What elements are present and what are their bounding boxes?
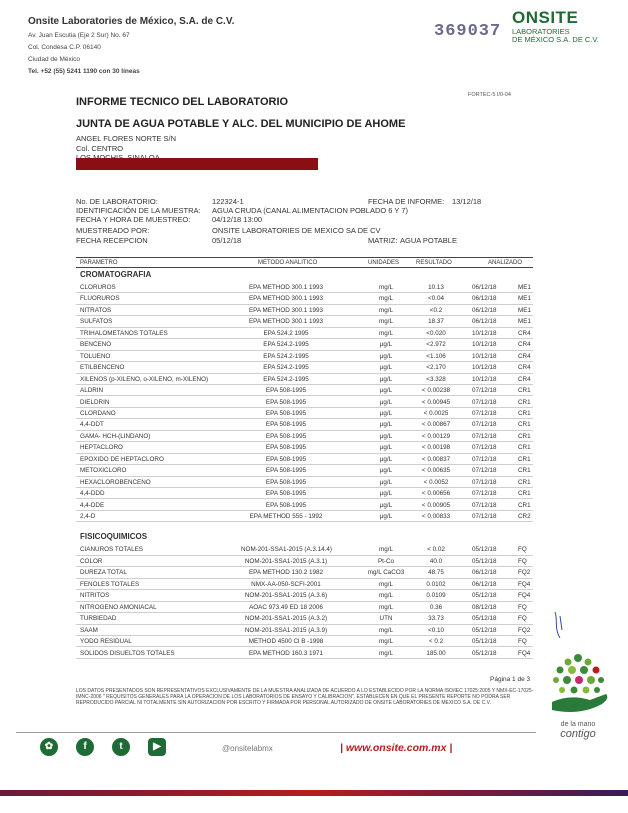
- method-cell: EPA METHOD 160.3 1971: [248, 649, 324, 657]
- table-row: [76, 385, 533, 396]
- table-row: [76, 579, 533, 590]
- date-cell: 06/12/18: [472, 318, 497, 326]
- table-header: [76, 257, 533, 268]
- method-cell: EPA METHOD 130.2 1982: [248, 569, 324, 577]
- method-cell: EPA 524.2-1995: [263, 352, 309, 360]
- unit-cell: UTN: [379, 615, 393, 623]
- unit-cell: µg/L: [379, 432, 393, 440]
- date-cell: 07/12/18: [472, 490, 497, 498]
- method-cell: EPA 508-1995: [265, 444, 307, 452]
- code-cell: FQ: [518, 603, 527, 611]
- param-cell: 4,4-DDD: [80, 490, 105, 498]
- code-cell: CR4: [518, 375, 531, 383]
- method-cell: EPA METHOD 300.1 1993: [248, 284, 324, 291]
- section-fisicoquimicos: FISICOQUIMICOS: [80, 532, 148, 542]
- param-cell: FENOLES TOTALES: [80, 580, 140, 588]
- result-cell: < 0.00198: [421, 444, 451, 452]
- method-cell: EPA 508-1995: [265, 398, 307, 406]
- code-cell: CR1: [518, 421, 531, 429]
- unit-cell: mg/L: [379, 603, 393, 611]
- col-method: METODO ANALITICO: [258, 260, 318, 266]
- lab-no-label: No. DE LABORATORIO:: [76, 197, 158, 206]
- method-cell: NMX-AA-050-SCFI-2001: [251, 580, 321, 588]
- method-cell: NOM-201-SSA1-2015 (A.3.14.4): [241, 546, 332, 554]
- table-row: [76, 282, 533, 293]
- youtube-icon[interactable]: ▶: [148, 738, 166, 756]
- result-cell: <0.10: [428, 626, 444, 634]
- result-cell: < 0.00945: [421, 398, 451, 406]
- date-cell: 06/12/18: [472, 284, 497, 291]
- param-cell: XILENOS (p-XILENO, o-XILENO, m-XILENO): [80, 375, 209, 383]
- table-row: [76, 408, 533, 419]
- date-cell: 08/12/18: [472, 603, 497, 611]
- result-cell: <0.04: [428, 295, 444, 303]
- result-cell: <3.328: [426, 375, 446, 383]
- table-row: [76, 636, 533, 647]
- code-cell: CR1: [518, 444, 531, 452]
- table-row: [76, 339, 533, 350]
- param-cell: TRIHALOMETANOS TOTALES: [80, 329, 168, 337]
- result-cell: < 0.00905: [421, 501, 451, 509]
- unit-cell: µg/L: [379, 467, 393, 475]
- param-cell: EPOXIDO DE HEPTACLORO: [80, 455, 164, 463]
- code-cell: FQ2: [518, 626, 531, 634]
- param-cell: CLORUROS: [80, 284, 116, 291]
- unit-cell: µg/L: [379, 478, 393, 486]
- date-cell: 10/12/18: [472, 329, 497, 337]
- result-cell: < 0.0025: [423, 409, 449, 417]
- param-cell: TOLUENO: [80, 352, 111, 360]
- method-cell: EPA 508-1995: [265, 421, 307, 429]
- twitter-icon[interactable]: t: [112, 738, 130, 756]
- date-cell: 07/12/18: [472, 455, 497, 463]
- param-cell: 2,4-D: [80, 513, 96, 520]
- report-title: INFORME TECNICO DEL LABORATORIO: [76, 96, 289, 108]
- table-row: [76, 567, 533, 578]
- code-cell: CR4: [518, 364, 531, 372]
- result-cell: < 0.00656: [421, 490, 451, 498]
- folio-number: 369037: [434, 22, 502, 41]
- param-cell: 4,4-DDE: [80, 501, 105, 509]
- table-row: [76, 477, 533, 488]
- code-cell: CR1: [518, 387, 531, 395]
- code-cell: CR4: [518, 341, 531, 349]
- ema-icon[interactable]: ✿: [40, 738, 58, 756]
- result-cell: 0.0102: [426, 580, 446, 588]
- method-cell: EPA 524.2 1995: [263, 329, 309, 337]
- code-cell: CR1: [518, 490, 531, 498]
- code-cell: FQ4: [518, 580, 531, 588]
- method-cell: NOM-201-SSA1-2015 (A.3.1): [244, 557, 328, 565]
- table-row: [76, 362, 533, 373]
- unit-cell: µg/L: [379, 501, 393, 509]
- unit-cell: Pt-Co: [377, 557, 395, 565]
- col-result: RESULTADO: [416, 260, 452, 266]
- method-cell: EPA METHOD 300.1 1993: [248, 295, 324, 303]
- result-cell: 0.0109: [426, 592, 446, 600]
- method-cell: EPA 508-1995: [265, 501, 307, 509]
- result-cell: 185.00: [426, 649, 446, 657]
- param-cell: HEPTACLORO: [80, 444, 123, 452]
- company-name: Onsite Laboratories de México, S.A. de C.V.: [28, 16, 235, 27]
- result-cell: <2.972: [426, 341, 446, 349]
- website-url[interactable]: www.onsite.com.mx: [345, 742, 447, 754]
- code-cell: CR1: [518, 478, 531, 486]
- code-cell: CR1: [518, 398, 531, 406]
- param-cell: SULFATOS: [80, 318, 113, 326]
- param-cell: DUREZA TOTAL: [80, 569, 127, 577]
- table-row: [76, 602, 533, 613]
- unit-cell: mg/L: [379, 284, 393, 291]
- method-cell: EPA 508-1995: [265, 432, 307, 440]
- table-row: [76, 648, 533, 659]
- table-row: [76, 488, 533, 499]
- date-cell: 05/12/18: [472, 546, 497, 554]
- reception-label: FECHA RECEPCION: [76, 236, 148, 245]
- result-cell: <0.020: [426, 329, 446, 337]
- unit-cell: µg/L: [379, 409, 393, 417]
- table-row: [76, 454, 533, 465]
- result-cell: 18.37: [428, 318, 444, 326]
- table-row: [76, 293, 533, 304]
- footer-divider: [16, 732, 536, 733]
- code-cell: CR1: [518, 409, 531, 417]
- code-cell: CR1: [518, 432, 531, 440]
- reception-value: 05/12/18: [212, 236, 242, 245]
- logo-sub-text: DE MÉXICO S.A. DE C.V.: [512, 35, 599, 44]
- result-cell: 40.0: [429, 557, 443, 565]
- date-cell: 07/12/18: [472, 387, 497, 395]
- report-date-label: FECHA DE INFORME:: [368, 197, 445, 206]
- phone-line: Tel. +52 (55) 5241 1190 con 30 líneas: [28, 68, 140, 75]
- unit-cell: µg/L: [379, 341, 393, 349]
- col-units: UNIDADES: [368, 260, 400, 266]
- param-cell: BENCENO: [80, 341, 112, 349]
- method-cell: EPA 524.2-1995: [263, 364, 309, 372]
- param-cell: CLORDANO: [80, 409, 116, 417]
- param-cell: DIELDRIN: [80, 398, 110, 406]
- result-cell: < 0.00129: [421, 432, 451, 440]
- bottom-color-bar: [0, 790, 628, 796]
- method-cell: EPA 508-1995: [265, 490, 307, 498]
- sampling-label: FECHA Y HORA DE MUESTREO:: [76, 215, 191, 224]
- client-address-line: Col. CENTRO: [76, 144, 124, 153]
- unit-cell: mg/L: [379, 329, 393, 337]
- table-row: [76, 431, 533, 442]
- date-cell: 06/12/18: [472, 580, 497, 588]
- table-row: [76, 465, 533, 476]
- param-cell: CIANUROS TOTALES: [80, 546, 143, 554]
- result-cell: <2.170: [426, 364, 446, 372]
- table-row: [76, 351, 533, 362]
- param-cell: HEXACLOROBENCENO: [80, 478, 151, 486]
- code-cell: CR2: [518, 513, 531, 520]
- code-cell: FQ2: [518, 569, 531, 577]
- client-address-line: ANGEL FLORES NORTE S/N: [76, 134, 177, 143]
- website-link[interactable]: | www.onsite.com.mx |: [340, 742, 453, 754]
- code-cell: ME1: [518, 284, 531, 291]
- unit-cell: µg/L: [379, 387, 393, 395]
- table-row: [76, 625, 533, 636]
- date-cell: 07/12/18: [472, 444, 497, 452]
- result-cell: < 0.00837: [421, 455, 451, 463]
- result-cell: < 0.0052: [423, 478, 449, 486]
- unit-cell: mg/L: [379, 546, 393, 554]
- date-cell: 05/12/18: [472, 626, 497, 634]
- table-row: [76, 590, 533, 601]
- unit-cell: µg/L: [379, 455, 393, 463]
- unit-cell: mg/L CaCO3: [367, 569, 405, 577]
- logo-sub-text: LABORATORIES: [512, 27, 570, 36]
- param-cell: ALDRIN: [80, 387, 104, 395]
- result-cell: < 0.00635: [421, 467, 451, 475]
- method-cell: EPA METHOD 555 - 1992: [249, 513, 323, 520]
- date-cell: 07/12/18: [472, 467, 497, 475]
- result-cell: < 0.00867: [421, 421, 451, 429]
- param-cell: SAAM: [80, 626, 98, 634]
- form-code: FORTEC-5 I/0-04: [468, 92, 511, 98]
- result-cell: < 0.00238: [421, 387, 451, 395]
- table-row: [76, 442, 533, 453]
- date-cell: 05/12/18: [472, 638, 497, 646]
- unit-cell: µg/L: [379, 352, 393, 360]
- param-cell: YODO RESIDUAL: [80, 638, 132, 646]
- code-cell: FQ: [518, 557, 527, 565]
- contigo-text-small: de la mano: [560, 721, 596, 728]
- date-cell: 10/12/18: [472, 341, 497, 349]
- col-analyzed: ANALIZADO: [488, 260, 523, 266]
- table-row: [76, 316, 533, 327]
- param-cell: GAMA- HCH-(LINDANO): [80, 432, 151, 440]
- date-cell: 07/12/18: [472, 501, 497, 509]
- facebook-icon[interactable]: f: [76, 738, 94, 756]
- unit-cell: mg/L: [379, 626, 393, 634]
- code-cell: ME1: [518, 306, 531, 314]
- result-cell: < 0.00833: [421, 513, 451, 520]
- unit-cell: µg/L: [379, 421, 393, 429]
- date-cell: 10/12/18: [472, 364, 497, 372]
- lab-no-value: 122324-1: [212, 197, 244, 206]
- table-row: [76, 374, 533, 385]
- unit-cell: µg/L: [379, 375, 393, 383]
- unit-cell: mg/L: [379, 318, 393, 326]
- unit-cell: mg/L: [379, 580, 393, 588]
- method-cell: EPA 508-1995: [265, 387, 307, 395]
- tree-hand-icon: [540, 650, 616, 716]
- method-cell: EPA METHOD 300.1 1993: [248, 318, 324, 326]
- disclaimer-text: LOS DATOS PRESENTADOS SON REPRESENTATIVOS EXCLUSIVAMENTE DE LA MUESTRA ANALIZADA DE ACUERDO A LO ESTABLECIDO POR LA NORMA ISO/IEC 17025:2005 Y NMX-EC-17025-IMNC-2006 " REQUISITOS GENERALES PARA LA OPERACION DE LOS LABORATORIOS DE ENSAYO Y CALIBRACION". ESTABLECEN EN QUE EL PRESENTE REPORTE NO PODRA SER REPRODUCIDO PARCIAL NI TOTALMENTE SIN AUTORIZACION POR ESCRITO Y FIRMADA POR PERSONAL AUTORIZADO DE ONSITE LABORATORIES DE MEXICO S.A. DE C.V.: [76, 688, 534, 706]
- param-cell: NITRITOS: [80, 592, 110, 600]
- table-row: [76, 397, 533, 408]
- logo-main-text: ONSITE: [512, 8, 579, 27]
- table-row: [76, 328, 533, 339]
- method-cell: EPA 508-1995: [265, 467, 307, 475]
- method-cell: EPA 508-1995: [265, 478, 307, 486]
- address-line: Ciudad de México: [28, 56, 81, 63]
- table-row: [76, 419, 533, 430]
- table-row: [76, 500, 533, 511]
- param-cell: NITRATOS: [80, 306, 112, 314]
- date-cell: 06/12/18: [472, 306, 497, 314]
- date-cell: 05/12/18: [472, 557, 497, 565]
- result-cell: < 0.02: [427, 546, 445, 554]
- param-cell: FLUORUROS: [80, 295, 120, 303]
- code-cell: CR4: [518, 329, 531, 337]
- code-cell: ME1: [518, 318, 531, 326]
- matrix-value: AGUA POTABLE: [400, 236, 457, 245]
- unit-cell: µg/L: [379, 490, 393, 498]
- method-cell: NOM-201-SSA1-2015 (A.3.2): [244, 615, 328, 623]
- result-cell: 33.73: [428, 615, 444, 623]
- code-cell: FQ4: [518, 592, 531, 600]
- address-line: Av. Juan Escutia (Eje 2 Sur) No. 67: [28, 32, 130, 39]
- code-cell: CR1: [518, 501, 531, 509]
- unit-cell: mg/L: [379, 592, 393, 600]
- sample-id-value: AGUA CRUDA (CANAL ALIMENTACION POBLADO 6 Y 7): [212, 206, 409, 215]
- result-cell: <1.106: [426, 352, 446, 360]
- table-row: [76, 556, 533, 567]
- signature-mark: [552, 610, 566, 640]
- result-cell: 0.36: [429, 603, 443, 611]
- code-cell: FQ: [518, 546, 527, 554]
- address-line: Col. Condesa C.P. 06140: [28, 44, 101, 51]
- matrix-label: MATRIZ:: [368, 236, 398, 245]
- client-name: JUNTA DE AGUA POTABLE Y ALC. DEL MUNICIPIO DE AHOME: [76, 118, 406, 130]
- code-cell: FQ: [518, 615, 527, 623]
- code-cell: FQ: [518, 638, 527, 646]
- onsite-logo: [512, 8, 608, 48]
- method-cell: EPA 524.2-1995: [263, 375, 309, 383]
- code-cell: CR4: [518, 352, 531, 360]
- unit-cell: µg/L: [379, 364, 393, 372]
- code-cell: FQ4: [518, 649, 531, 657]
- contigo-text: contigo: [560, 728, 596, 740]
- report-date-value: 13/12/18: [452, 197, 482, 206]
- table-row: [76, 511, 533, 522]
- date-cell: 07/12/18: [472, 409, 497, 417]
- sample-id-label: IDENTIFICACIÓN DE LA MUESTRA:: [76, 206, 201, 215]
- param-cell: TURBIEDAD: [80, 615, 117, 623]
- method-cell: EPA 524.2-1995: [263, 341, 309, 349]
- param-cell: SOLIDOS DISUELTOS TOTALES: [80, 649, 175, 657]
- result-cell: 10.13: [428, 284, 444, 291]
- date-cell: 10/12/18: [472, 375, 497, 383]
- param-cell: ETILBENCENO: [80, 364, 125, 372]
- table-row: [76, 305, 533, 316]
- method-cell: NOM-201-SSA1-2015 (A.3.9): [244, 626, 328, 634]
- date-cell: 07/12/18: [472, 421, 497, 429]
- unit-cell: µg/L: [379, 444, 393, 452]
- date-cell: 05/12/18: [472, 615, 497, 623]
- unit-cell: mg/L: [379, 649, 393, 657]
- result-cell: <0.2: [429, 306, 443, 314]
- section-cromatografia: CROMATOGRAFIA: [80, 270, 152, 279]
- date-cell: 07/12/18: [472, 432, 497, 440]
- sampled-by-value: ONSITE LABORATORIES DE MEXICO SA DE CV: [212, 226, 381, 235]
- unit-cell: mg/L: [379, 638, 393, 646]
- redaction-bar: [76, 158, 318, 170]
- contigo-badge: [540, 650, 616, 746]
- result-cell: < 0.2: [428, 638, 444, 646]
- method-cell: EPA 508-1995: [265, 455, 307, 463]
- sampling-value: 04/12/18 13:00: [212, 215, 263, 224]
- method-cell: EPA METHOD 300.1 1993: [248, 306, 324, 314]
- sampled-by-label: MUESTREADO POR:: [76, 226, 150, 235]
- result-cell: 48.75: [428, 569, 444, 577]
- code-cell: ME1: [518, 295, 531, 303]
- table-row: [76, 613, 533, 624]
- param-cell: METOXICLORO: [80, 467, 127, 475]
- method-cell: METHOD 4500 Cl B -1998: [248, 638, 324, 646]
- param-cell: COLOR: [80, 557, 103, 565]
- unit-cell: mg/L: [379, 306, 393, 314]
- date-cell: 06/12/18: [472, 295, 497, 303]
- date-cell: 07/12/18: [472, 513, 497, 520]
- date-cell: 05/12/18: [472, 649, 497, 657]
- unit-cell: µg/L: [379, 398, 393, 406]
- date-cell: 07/12/18: [472, 398, 497, 406]
- date-cell: 10/12/18: [472, 352, 497, 360]
- method-cell: NOM-201-SSA1-2015 (A.3.6): [244, 592, 328, 600]
- table-row: [76, 544, 533, 555]
- unit-cell: µg/L: [379, 513, 393, 520]
- col-param: PARAMETRO: [80, 260, 118, 266]
- code-cell: CR1: [518, 467, 531, 475]
- method-cell: AOAC 973.49 ED 18 2006: [249, 603, 323, 611]
- code-cell: CR1: [518, 455, 531, 463]
- social-handle[interactable]: @onsitelabmx: [222, 744, 273, 753]
- page-number: Página 1 de 3: [490, 676, 531, 683]
- unit-cell: mg/L: [379, 295, 393, 303]
- param-cell: 4,4-DDT: [80, 421, 104, 429]
- date-cell: 06/12/18: [472, 569, 497, 577]
- param-cell: NITROGENO AMONIACAL: [80, 603, 157, 611]
- method-cell: EPA 508-1995: [265, 409, 307, 417]
- date-cell: 05/12/18: [472, 592, 497, 600]
- date-cell: 07/12/18: [472, 478, 497, 486]
